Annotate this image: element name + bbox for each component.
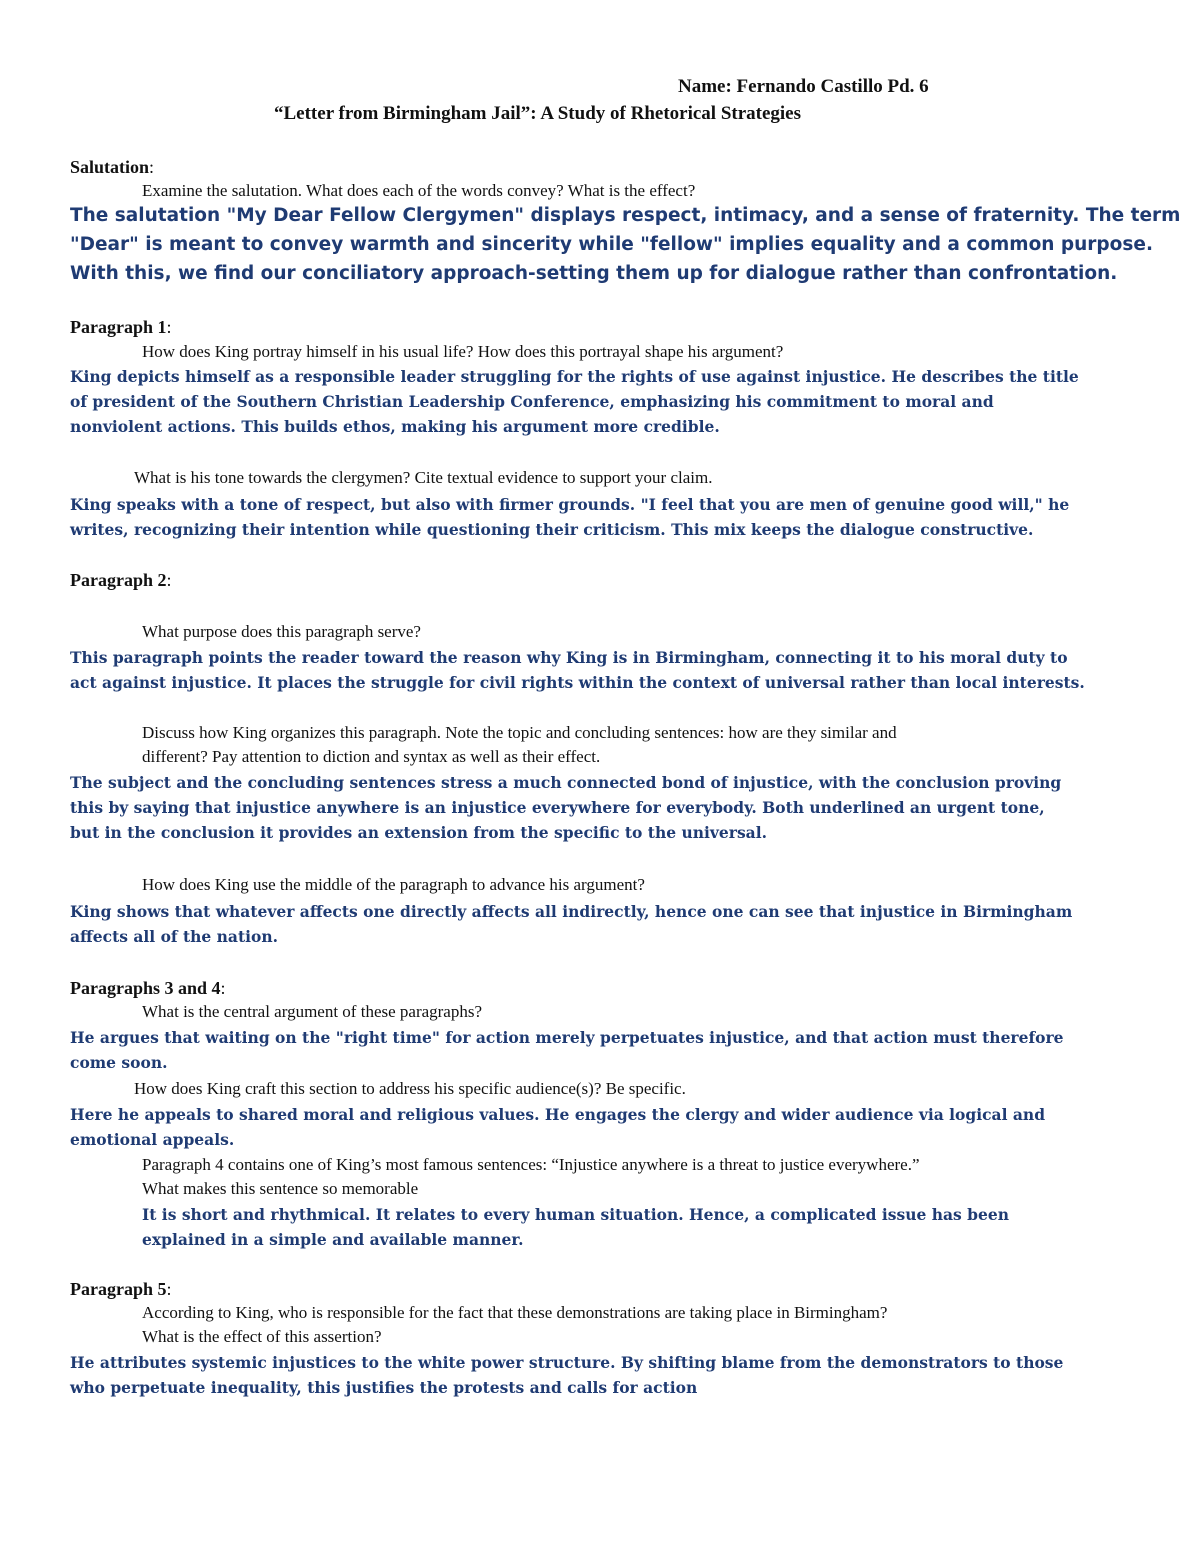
paragraph2-prompt: What purpose does this paragraph serve? — [142, 622, 421, 641]
paragraphs34-prompt: How does King craft this section to address his specific audience(s)? Be specific. — [134, 1079, 686, 1098]
salutation-answer-line: "Dear" is meant to convey warmth and sincerity while "fellow" implies equality and a common purpose. — [70, 234, 1153, 255]
paragraph1-answer-line: nonviolent actions. This builds ethos, making his argument more credible. — [70, 417, 720, 436]
paragraph2-prompt: Discuss how King organizes this paragraph. Note the topic and concluding sentences: how are they similar and — [142, 723, 897, 742]
paragraph5-prompt: What is the effect of this assertion? — [142, 1327, 382, 1346]
paragraph1-answer-line: King speaks with a tone of respect, but also with firmer grounds. "I feel that you are men of genuine good will," he — [70, 495, 1070, 514]
paragraph2-answer-line: this by saying that injustice anywhere is an injustice everywhere for everybody. Both underlined an urgent tone, — [70, 798, 1045, 817]
document-title: “Letter from Birmingham Jail”: A Study of Rhetorical Strategies — [274, 103, 802, 124]
paragraph5-heading: Paragraph 5: — [70, 1279, 172, 1299]
paragraphs34-answer-line: emotional appeals. — [70, 1130, 235, 1149]
paragraphs34-answer-line: It is short and rhythmical. It relates to every human situation. Hence, a complicated issue has been — [142, 1205, 1009, 1224]
paragraphs34-answer-line: He argues that waiting on the "right time" for action merely perpetuates injustice, and that action must therefore — [70, 1028, 1064, 1047]
paragraph5-prompt: According to King, who is responsible for the fact that these demonstrations are taking place in Birmingham? — [142, 1303, 888, 1322]
paragraphs34-answer-line: explained in a simple and available manner. — [142, 1230, 524, 1249]
paragraph2-answer-line: act against injustice. It places the struggle for civil rights within the context of universal rather than local interests. — [70, 673, 1085, 692]
paragraph1-prompt: What is his tone towards the clergymen? Cite textual evidence to support your claim. — [134, 468, 713, 487]
salutation-answer-line: With this, we find our conciliatory approach-setting them up for dialogue rather than confrontation. — [70, 263, 1118, 284]
salutation-prompt: Examine the salutation. What does each of the words convey? What is the effect? — [142, 181, 696, 200]
paragraphs34-answer-line: Here he appeals to shared moral and religious values. He engages the clergy and wider audience via logical and — [70, 1105, 1046, 1124]
salutation-heading: Salutation: — [70, 157, 155, 177]
salutation-answer-line: The salutation "My Dear Fellow Clergymen" displays respect, intimacy, and a sense of fraternity. The term — [70, 205, 1181, 226]
paragraphs34-prompt: Paragraph 4 contains one of King’s most famous sentences: “Injustice anywhere is a threat to justice everywhere.” — [142, 1155, 920, 1174]
paragraph2-prompt: different? Pay attention to diction and syntax as well as their effect. — [142, 747, 601, 766]
paragraph5-answer-line: He attributes systemic injustices to the white power structure. By shifting blame from the demonstrators to those — [70, 1353, 1064, 1372]
paragraph1-answer-line: writes, recognizing their intention while questioning their criticism. This mix keeps the dialogue constructive. — [70, 520, 1034, 539]
paragraphs34-answer-line: come soon. — [70, 1053, 168, 1072]
paragraph2-answer-line: affects all of the nation. — [70, 927, 279, 946]
paragraphs34-heading: Paragraphs 3 and 4: — [70, 978, 226, 998]
paragraphs34-prompt: What makes this sentence so memorable — [142, 1179, 419, 1198]
paragraph1-answer-line: King depicts himself as a responsible leader struggling for the rights of use against injustice. He describes the title — [70, 367, 1079, 386]
student-name-line: Name: Fernando Castillo Pd. 6 — [678, 76, 929, 97]
paragraph5-answer-line: who perpetuate inequality, this justifies the protests and calls for action — [70, 1378, 698, 1397]
paragraph2-answer-line: This paragraph points the reader toward the reason why King is in Birmingham, connecting it to his moral duty to — [70, 648, 1068, 667]
paragraph2-prompt: How does King use the middle of the paragraph to advance his argument? — [142, 875, 645, 894]
paragraphs34-prompt: What is the central argument of these paragraphs? — [142, 1002, 483, 1021]
paragraph1-answer-line: of president of the Southern Christian Leadership Conference, emphasizing his commitment to moral and — [70, 392, 994, 411]
paragraph1-prompt: How does King portray himself in his usual life? How does this portrayal shape his argument? — [142, 342, 784, 361]
paragraph2-answer-line: but in the conclusion it provides an extension from the specific to the universal. — [70, 823, 767, 842]
paragraph2-answer-line: King shows that whatever affects one directly affects all indirectly, hence one can see that injustice in Birmingham — [70, 902, 1073, 921]
paragraph2-answer-line: The subject and the concluding sentences stress a much connected bond of injustice, with the conclusion proving — [70, 773, 1062, 792]
paragraph2-heading: Paragraph 2: — [70, 570, 172, 590]
paragraph1-heading: Paragraph 1: — [70, 317, 172, 337]
